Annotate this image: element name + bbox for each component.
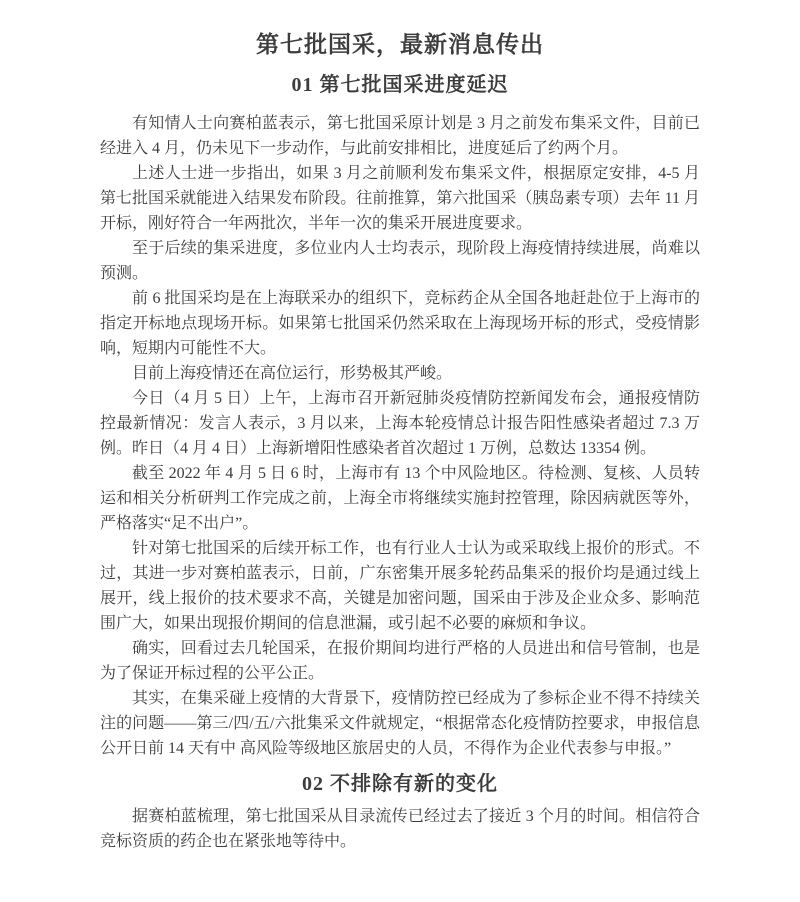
paragraph: 至于后续的集采进度，多位业内人士均表示，现阶段上海疫情持续进展，尚难以预测。 (100, 240, 700, 282)
section-01 (100, 71, 700, 761)
paragraph: 针对第七批国采的后续开标工作，也有行业人士认为或采取线上报价的形式。不过，其进一步对赛柏蓝表示，日前，广东密集开展多轮药品集采的报价均是通过线上展开，线上报价的技术要求不高，关键是加密问题，国采由于涉及企业众多、影响范围广大，如果出现报价期间的信息泄漏，或引起不必要的麻烦和争议。 (100, 540, 700, 632)
paragraph: 截至 2022 年 4 月 5 日 6 时，上海市有 13 个中风险地区。待检测、复核、人员转运和相关分析研判工作完成之前，上海全市将继续实施封控管理，除因病就医等外，严格落实“足不出户”。 (100, 465, 700, 532)
paragraph: 前 6 批国采均是在上海联采办的组织下，竞标药企从全国各地赶赴位于上海市的指定开标地点现场开标。如果第七批国采仍然采取在上海现场开标的形式，受疫情影响，短期内可能性不大。 (100, 290, 700, 357)
page-title: 第七批国采，最新消息传出 (256, 32, 544, 57)
paragraph: 确实，回看过去几轮国采，在报价期间均进行严格的人员进出和信号管制，也是为了保证开标过程的公平公正。 (100, 640, 700, 682)
paragraph: 今日（4 月 5 日）上午，上海市召开新冠肺炎疫情防控新闻发布会，通报疫情防控最新情况：发言人表示，3 月以来，上海本轮疫情总计报告阳性感染者超过 7.3 万例。昨日（4 月 4 日）上海新增阳性感染者首次超过 1 万例，总数达 13354 例。 (100, 390, 700, 457)
paragraph: 目前上海疫情还在高位运行，形势极其严峻。 (132, 365, 453, 382)
document-page (100, 0, 700, 854)
section-02-heading: 02 不排除有新的变化 (302, 773, 498, 795)
section-02-body (100, 804, 700, 854)
section-02 (100, 770, 700, 854)
section-01-heading: 01 第七批国采进度延迟 (291, 74, 509, 96)
paragraph: 据赛柏蓝梳理，第七批国采从目录流传已经过去了接近 3 个月的时间。相信符合竞标资质的药企也在紧张地等待中。 (100, 808, 700, 850)
section-01-body (100, 111, 700, 761)
paragraph: 其实，在集采碰上疫情的大背景下，疫情防控已经成为了参标企业不得不持续关注的问题——第三/四/五/六批集采文件就规定，“根据常态化疫情防控要求，申报信息公开日前 14 天有中 高风险等级地区旅居史的人员，不得作为企业代表参与申报。” (100, 690, 700, 757)
paragraph: 有知情人士向赛柏蓝表示，第七批国采原计划是 3 月之前发布集采文件，目前已经进入 4 月，仍未见下一步动作，与此前安排相比，进度延后了约两个月。 (100, 115, 700, 157)
paragraph: 上述人士进一步指出，如果 3 月之前顺利发布集采文件，根据原定安排，4-5 月第七批国采就能进入结果发布阶段。往前推算，第六批国采（胰岛素专项）去年 11 月开标，刚好符合一年两批次，半年一次的集采开展进度要求。 (100, 165, 700, 232)
